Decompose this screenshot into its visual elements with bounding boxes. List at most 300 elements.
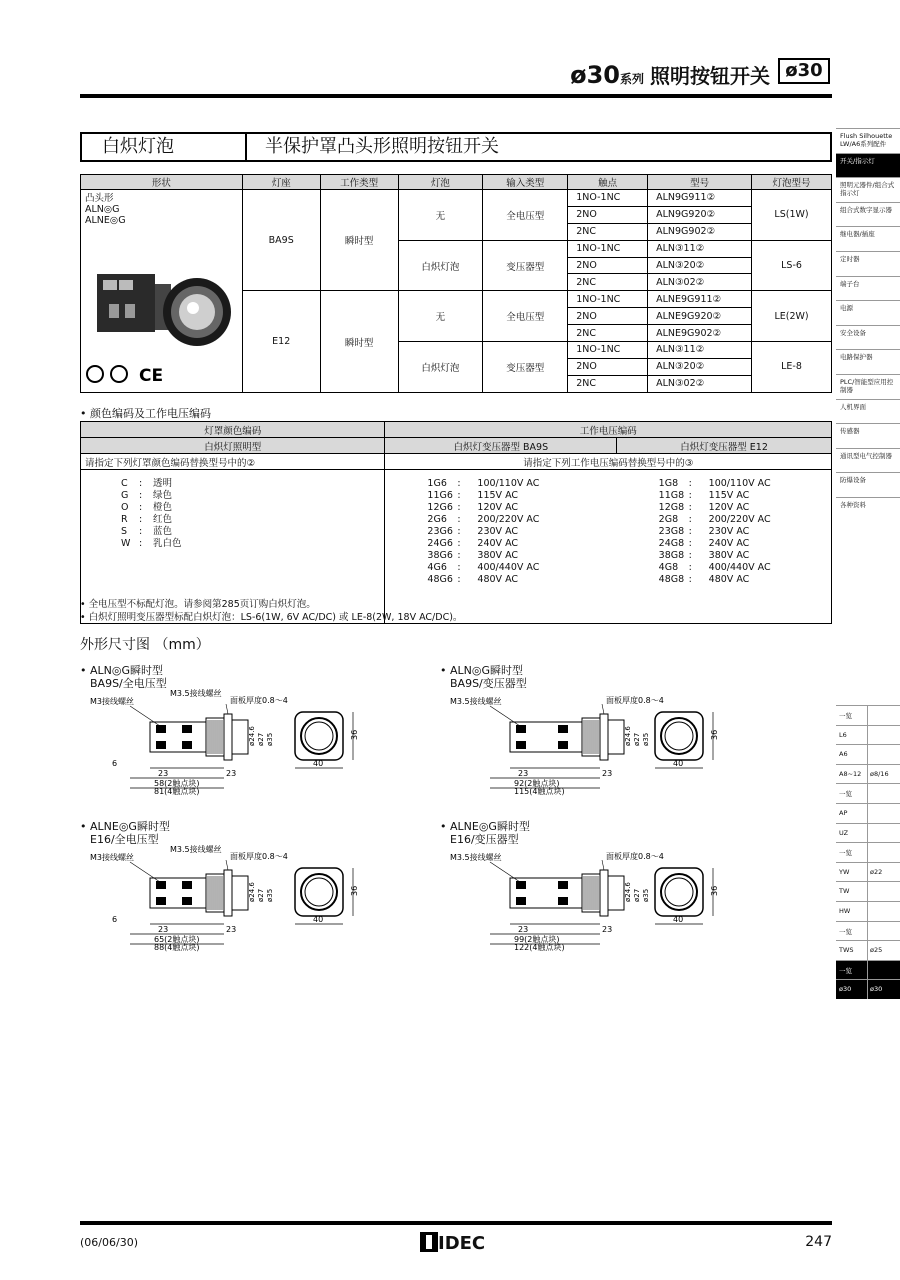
footer-rule <box>80 1221 832 1225</box>
separator: : <box>457 490 461 501</box>
dim-height: 36 <box>350 729 359 740</box>
voltage-value: 115V AC <box>477 490 519 501</box>
th-color-code: 灯罩颜色编码 <box>81 422 385 438</box>
sidebar-item[interactable]: PLC/智能型应用控制器 <box>836 374 900 399</box>
voltage-code: 24G6 <box>427 538 453 549</box>
bulb-type-title: 白炽灯泡 <box>82 134 247 160</box>
button-cap <box>232 720 248 754</box>
voltage-item <box>427 526 612 538</box>
color-code: R <box>121 514 128 525</box>
model-cell: ALN③02② <box>648 375 752 392</box>
diagram-label: • ALNE◎G瞬时型 <box>80 820 170 833</box>
voltage-code: 24G8 <box>658 538 685 549</box>
voltage-value: 240V AC <box>477 538 519 549</box>
voltage-item <box>427 490 612 502</box>
model-cell: ALN③20② <box>648 257 752 274</box>
terminal-block <box>558 741 568 749</box>
voltage-code: 4G6 <box>427 562 447 573</box>
volt-note: 请指定下列工作电压编码替换型号中的③ <box>385 454 832 470</box>
series-tab-size <box>868 745 900 764</box>
bezel <box>600 870 608 916</box>
diameter-label: ø35 <box>642 732 650 746</box>
shape-line: ALN◎G <box>85 204 120 215</box>
color-code: O <box>121 502 129 513</box>
diagram-label: • ALN◎G瞬时型 <box>80 664 163 677</box>
footer-date: (06/06/30) <box>80 1236 138 1249</box>
model-cell: ALN③11② <box>648 240 752 257</box>
series-tab[interactable] <box>836 979 900 999</box>
dim-b: 23 <box>518 769 529 778</box>
sidebar-item[interactable]: Flush Silhouette LW/A6系列配件 <box>836 128 900 153</box>
dim-e: 23 <box>602 769 613 778</box>
series-tab-label: UZ <box>836 824 868 843</box>
model-cell: ALNE9G920② <box>648 308 752 325</box>
sidebar-item[interactable]: 各种资料 <box>836 497 900 522</box>
dimension-diagram <box>440 820 790 955</box>
diameter-label: ø35 <box>266 732 274 746</box>
color-voltage-table <box>80 421 832 624</box>
color-item <box>121 490 380 502</box>
separator: : <box>688 514 692 525</box>
dim-width: 40 <box>313 759 324 768</box>
input-cell: 全电压型 <box>483 190 568 241</box>
dim-width: 40 <box>673 915 684 924</box>
series-tab[interactable] <box>836 764 900 784</box>
voltage-value: 200/220V AC <box>477 514 540 525</box>
terminal-block <box>182 741 192 749</box>
color-name: 橙色 <box>153 502 173 513</box>
dim-width: 40 <box>673 759 684 768</box>
title-series: 系列 <box>619 72 644 86</box>
diagram-sublabel: E16/全电压型 <box>90 833 159 846</box>
voltage-item <box>659 538 827 550</box>
sidebar-item[interactable]: 照明元器件/组合式指示灯 <box>836 177 900 202</box>
series-tab-size <box>868 804 900 823</box>
contact-cell: 1NO-1NC <box>568 190 648 207</box>
series-tab[interactable] <box>836 940 900 960</box>
series-tab[interactable] <box>836 960 900 980</box>
series-tab[interactable] <box>836 842 900 862</box>
diameter-label: ø27 <box>257 732 265 746</box>
table-header-row <box>81 175 832 190</box>
voltage-item <box>427 550 612 562</box>
bezel <box>224 714 232 760</box>
dim-e: 23 <box>602 925 613 934</box>
sidebar-item[interactable]: 组合式数字显示器 <box>836 202 900 227</box>
sidebar-item[interactable]: 人机界面 <box>836 399 900 424</box>
logo-text: IDEC <box>438 1233 486 1254</box>
sidebar-item[interactable]: 电路保护器 <box>836 349 900 374</box>
series-tab-size <box>868 784 900 803</box>
voltage-code: 11G6 <box>427 490 453 501</box>
bulb-cell: 无 <box>398 291 483 342</box>
shape-cell <box>81 190 243 393</box>
voltage-value: 380V AC <box>708 550 750 561</box>
sidebar-item[interactable]: 定时器 <box>836 251 900 276</box>
series-tab-size: ø8/16 <box>870 769 889 778</box>
color-list <box>85 472 380 550</box>
dim-b: 23 <box>518 925 529 934</box>
voltage-item <box>659 502 827 514</box>
voltage-code: 38G8 <box>658 550 685 561</box>
series-tab-label: 一览 <box>836 706 868 725</box>
series-tab-label: YW <box>836 863 868 882</box>
series-tab-size: ø25 <box>870 946 883 955</box>
series-tab[interactable] <box>836 881 900 901</box>
header-rule <box>80 94 832 98</box>
bulb-cell: 白炽灯泡 <box>398 342 483 393</box>
contact-cell: 1NO-1NC <box>568 342 648 359</box>
dim-height: 36 <box>710 885 719 896</box>
series-tab[interactable] <box>836 823 900 843</box>
voltage-item <box>659 514 827 526</box>
voltage-code: 48G8 <box>658 574 685 585</box>
diameter-label: ø24.6 <box>624 726 632 746</box>
voltage-list-ba9s <box>389 472 612 586</box>
separator: : <box>688 526 692 537</box>
voltage-code: 11G8 <box>658 490 685 501</box>
page-number: 247 <box>805 1234 832 1250</box>
terminal-block <box>516 725 526 733</box>
idec-logo-icon <box>420 1232 438 1252</box>
diagram-label: • ALN◎G瞬时型 <box>440 664 523 677</box>
color-item <box>121 538 380 550</box>
separator: : <box>457 526 461 537</box>
separator: : <box>457 514 461 525</box>
color-name: 透明 <box>153 478 173 489</box>
dimensions-title: 外形尺寸图 （mm） <box>80 637 210 653</box>
sidebar-item[interactable]: 端子台 <box>836 276 900 301</box>
separator: : <box>457 574 461 585</box>
voltage-code: 12G8 <box>658 502 685 513</box>
voltage-item <box>659 526 827 538</box>
shape-line: ALNE◎G <box>85 215 126 226</box>
voltage-value: 480V AC <box>708 574 750 585</box>
voltage-item <box>427 574 612 586</box>
separator: : <box>688 490 692 501</box>
sidebar-item[interactable]: 防爆设备 <box>836 472 900 497</box>
voltage-code: 23G6 <box>427 526 453 537</box>
series-tab-size <box>868 922 900 941</box>
contact-cell: 2NO <box>568 206 648 223</box>
color-code: S <box>121 526 128 537</box>
series-tab-size: ø30 <box>868 980 900 999</box>
diameter-label: ø27 <box>633 888 641 902</box>
series-tab-size <box>868 882 900 901</box>
series-tab-label: TW <box>836 882 868 901</box>
th-bulb: 灯泡 <box>398 175 483 190</box>
th-model: 型号 <box>648 175 752 190</box>
voltage-item <box>427 538 612 550</box>
sidebar-item[interactable]: 开关/指示灯 <box>836 153 900 178</box>
terminal-block <box>182 881 192 889</box>
color-item <box>121 502 380 514</box>
voltage-item <box>427 502 612 514</box>
series-tab[interactable] <box>836 783 900 803</box>
terminal-block <box>558 725 568 733</box>
screw-label-2: M3.5接线螺丝 <box>170 845 222 854</box>
series-tab[interactable] <box>836 921 900 941</box>
table-row <box>81 190 832 207</box>
series-tab[interactable] <box>836 901 900 921</box>
dim-e: 23 <box>226 769 237 778</box>
lamp-cell: LS(1W) <box>752 190 832 241</box>
color-name: 红色 <box>153 514 173 525</box>
separator: : <box>688 562 692 573</box>
dimension-drawing <box>90 845 430 952</box>
dim-height: 36 <box>350 885 359 896</box>
voltage-value: 400/440V AC <box>477 562 540 573</box>
model-cell: ALNE9G902② <box>648 325 752 342</box>
color-code: C <box>121 478 128 489</box>
voltage-code: 23G8 <box>658 526 685 537</box>
dim-a: 6 <box>112 915 118 924</box>
button-cap <box>608 720 624 754</box>
panel-thickness-label: 面板厚度0.8～4 <box>230 852 288 861</box>
terminal-block <box>156 881 166 889</box>
th-op-type: 工作类型 <box>320 175 398 190</box>
series-tab-size <box>868 824 900 843</box>
series-tab-label: 一览 <box>836 784 868 803</box>
panel-thickness-label: 面板厚度0.8～4 <box>606 696 664 705</box>
series-tab-label: AP <box>836 804 868 823</box>
dim-c: 65(2触点块) <box>154 935 200 944</box>
terminal-block <box>182 725 192 733</box>
dim-width: 40 <box>313 915 324 924</box>
voltage-item <box>427 514 612 526</box>
voltage-code: 1G8 <box>658 478 679 489</box>
series-tab-label: 一览 <box>836 961 868 980</box>
dim-c: 99(2触点块) <box>514 935 560 944</box>
voltage-value: 115V AC <box>708 490 750 501</box>
diagram-sublabel: E16/变压器型 <box>450 833 519 846</box>
terminal-block <box>156 725 166 733</box>
color-name: 绿色 <box>153 490 173 501</box>
voltage-code: 38G6 <box>427 550 453 561</box>
voltage-item <box>659 478 827 490</box>
color-item <box>121 514 380 526</box>
footer-logo <box>420 1232 485 1254</box>
screw-label-2: M3.5接线螺丝 <box>170 689 222 698</box>
series-tab-label: A8~12 <box>836 765 868 784</box>
dimension-drawing <box>450 694 790 794</box>
terminal-block <box>182 897 192 905</box>
model-cell: ALN9G920② <box>648 206 752 223</box>
voltage-code: 4G8 <box>658 562 679 573</box>
separator: : <box>688 550 692 561</box>
model-cell: ALN9G902② <box>648 223 752 240</box>
title-main: 照明按钮开关 <box>650 64 770 88</box>
svg-text:CE: CE <box>139 366 164 386</box>
sidebar-item[interactable]: 传感器 <box>836 423 900 448</box>
diameter-label: ø27 <box>633 732 641 746</box>
series-tab-size: ø22 <box>870 867 883 876</box>
voltage-item <box>659 550 827 562</box>
socket-cell: BA9S <box>242 190 320 291</box>
screw-label: M3接线螺丝 <box>90 853 134 862</box>
diameter-label: ø35 <box>266 888 274 902</box>
contact-cell: 2NO <box>568 308 648 325</box>
product-photo <box>89 260 239 360</box>
series-tab-size <box>868 902 900 921</box>
bulb-cell: 白炽灯泡 <box>398 240 483 291</box>
th-input: 输入类型 <box>483 175 568 190</box>
diameter-label: ø27 <box>257 888 265 902</box>
diameter-label: ø24.6 <box>624 882 632 902</box>
threaded-barrel <box>206 874 224 912</box>
voltage-item <box>427 562 612 574</box>
series-tab-label: HW <box>836 902 868 921</box>
dim-c: 58(2触点块) <box>154 779 200 788</box>
lamp-cell: LS-6 <box>752 240 832 291</box>
volt-e12-cell <box>617 470 832 624</box>
page-title <box>470 60 770 89</box>
dimension-drawing <box>90 689 430 796</box>
voltage-code: 2G6 <box>427 514 447 525</box>
separator: : <box>139 526 143 537</box>
separator: : <box>457 538 461 549</box>
series-tab[interactable] <box>836 744 900 764</box>
lamp-cell: LE-8 <box>752 342 832 393</box>
color-voltage-heading: • 颜色编码及工作电压编码 <box>80 407 211 420</box>
input-cell: 变压器型 <box>483 240 568 291</box>
terminal-block <box>516 741 526 749</box>
separator: : <box>139 538 143 549</box>
series-tab-label: L6 <box>836 726 868 745</box>
series-badge: ø30 <box>778 58 830 84</box>
lamp-cell: LE(2W) <box>752 291 832 342</box>
voltage-value: 100/110V AC <box>708 478 771 489</box>
voltage-code: 12G6 <box>427 502 453 513</box>
threaded-barrel <box>206 718 224 756</box>
th-volt-e12: 白炽灯变压器型 E12 <box>617 438 832 454</box>
voltage-code: 48G6 <box>427 574 453 585</box>
color-note: 请指定下列灯罩颜色编码替换型号中的② <box>81 454 385 470</box>
color-name: 乳白色 <box>153 538 182 549</box>
color-code: W <box>121 538 131 549</box>
contact-cell: 2NC <box>568 325 648 342</box>
voltage-code: 2G8 <box>658 514 679 525</box>
diameter-label: ø24.6 <box>248 726 256 746</box>
series-tab-size <box>868 961 900 980</box>
diameter-label: ø24.6 <box>248 882 256 902</box>
model-cell: ALN③11② <box>648 342 752 359</box>
panel-thickness-label: 面板厚度0.8～4 <box>230 696 288 705</box>
separator: : <box>139 502 143 513</box>
screw-label: M3接线螺丝 <box>90 697 134 706</box>
screw-label: M3.5接线螺丝 <box>450 697 502 706</box>
series-tab-label: 一览 <box>836 922 868 941</box>
voltage-value: 380V AC <box>477 550 519 561</box>
dim-d: 115(4触点块) <box>514 787 565 796</box>
voltage-value: 480V AC <box>477 574 519 585</box>
dim-d: 88(4触点块) <box>154 943 200 952</box>
separator: : <box>139 490 143 501</box>
separator: : <box>688 502 692 513</box>
threaded-barrel <box>582 874 600 912</box>
shape-line: 凸头形 <box>85 193 114 204</box>
input-cell: 全电压型 <box>483 291 568 342</box>
sidebar-item[interactable]: 通讯型电气控制器 <box>836 448 900 473</box>
dimension-diagram <box>440 664 790 799</box>
series-tab[interactable] <box>836 862 900 882</box>
input-cell: 变压器型 <box>483 342 568 393</box>
contact-cell: 2NC <box>568 375 648 392</box>
op-type-cell: 瞬时型 <box>320 190 398 291</box>
separator: : <box>457 562 461 573</box>
th-volt-ba9s: 白炽灯变压器型 BA9S <box>385 438 617 454</box>
dim-e: 23 <box>226 925 237 934</box>
series-tab-label: 一览 <box>836 843 868 862</box>
op-type-cell: 瞬时型 <box>320 291 398 392</box>
th-shape: 形状 <box>81 175 243 190</box>
terminal-block <box>516 881 526 889</box>
bezel <box>600 714 608 760</box>
voltage-value: 120V AC <box>708 502 750 513</box>
th-lamp: 灯泡型号 <box>752 175 832 190</box>
dim-d: 81(4触点块) <box>154 787 200 796</box>
voltage-item <box>659 562 827 574</box>
voltage-item <box>427 478 612 490</box>
separator: : <box>457 550 461 561</box>
sidebar-item[interactable]: 电源 <box>836 300 900 325</box>
contact-cell: 2NO <box>568 257 648 274</box>
terminal-block <box>156 897 166 905</box>
bulb-cell: 无 <box>398 190 483 241</box>
model-cell: ALN③02② <box>648 274 752 291</box>
contact-cell: 1NO-1NC <box>568 291 648 308</box>
voltage-list-e12 <box>621 472 827 586</box>
dim-b: 23 <box>158 769 169 778</box>
th-voltage-code: 工作电压编码 <box>385 422 832 438</box>
voltage-value: 200/220V AC <box>708 514 771 525</box>
separator: : <box>139 514 143 525</box>
series-tab-label: A6 <box>836 745 868 764</box>
color-item <box>121 478 380 490</box>
dim-b: 23 <box>158 925 169 934</box>
sidebar-item[interactable]: 继电器/插座 <box>836 226 900 251</box>
dimension-diagram <box>80 820 430 955</box>
terminal-block <box>558 897 568 905</box>
contact-cell: 2NC <box>568 223 648 240</box>
voltage-code: 1G6 <box>427 478 447 489</box>
series-tab[interactable] <box>836 705 900 725</box>
terminal-block <box>156 741 166 749</box>
diagram-label: • ALNE◎G瞬时型 <box>440 820 530 833</box>
button-cap <box>232 876 248 910</box>
title-dia: ø30 <box>570 61 620 89</box>
dim-d: 122(4触点块) <box>514 943 565 952</box>
dim-c: 92(2触点块) <box>514 779 560 788</box>
diagram-sublabel: BA9S/全电压型 <box>90 677 167 690</box>
bezel <box>224 870 232 916</box>
dim-height: 36 <box>710 729 719 740</box>
product-table <box>80 174 832 393</box>
contact-cell: 1NO-1NC <box>568 240 648 257</box>
sidebar-item[interactable]: 安全设备 <box>836 325 900 350</box>
series-tab-size <box>868 706 900 725</box>
button-cap <box>608 876 624 910</box>
series-tab-size <box>868 843 900 862</box>
series-sidebar <box>836 705 900 999</box>
certification-marks-icon <box>85 364 175 386</box>
voltage-value: 400/440V AC <box>708 562 771 573</box>
series-tab[interactable] <box>836 725 900 745</box>
contact-cell: 2NO <box>568 358 648 375</box>
series-tab-label: TWS <box>836 941 868 960</box>
separator: : <box>457 502 461 513</box>
series-tab[interactable] <box>836 803 900 823</box>
